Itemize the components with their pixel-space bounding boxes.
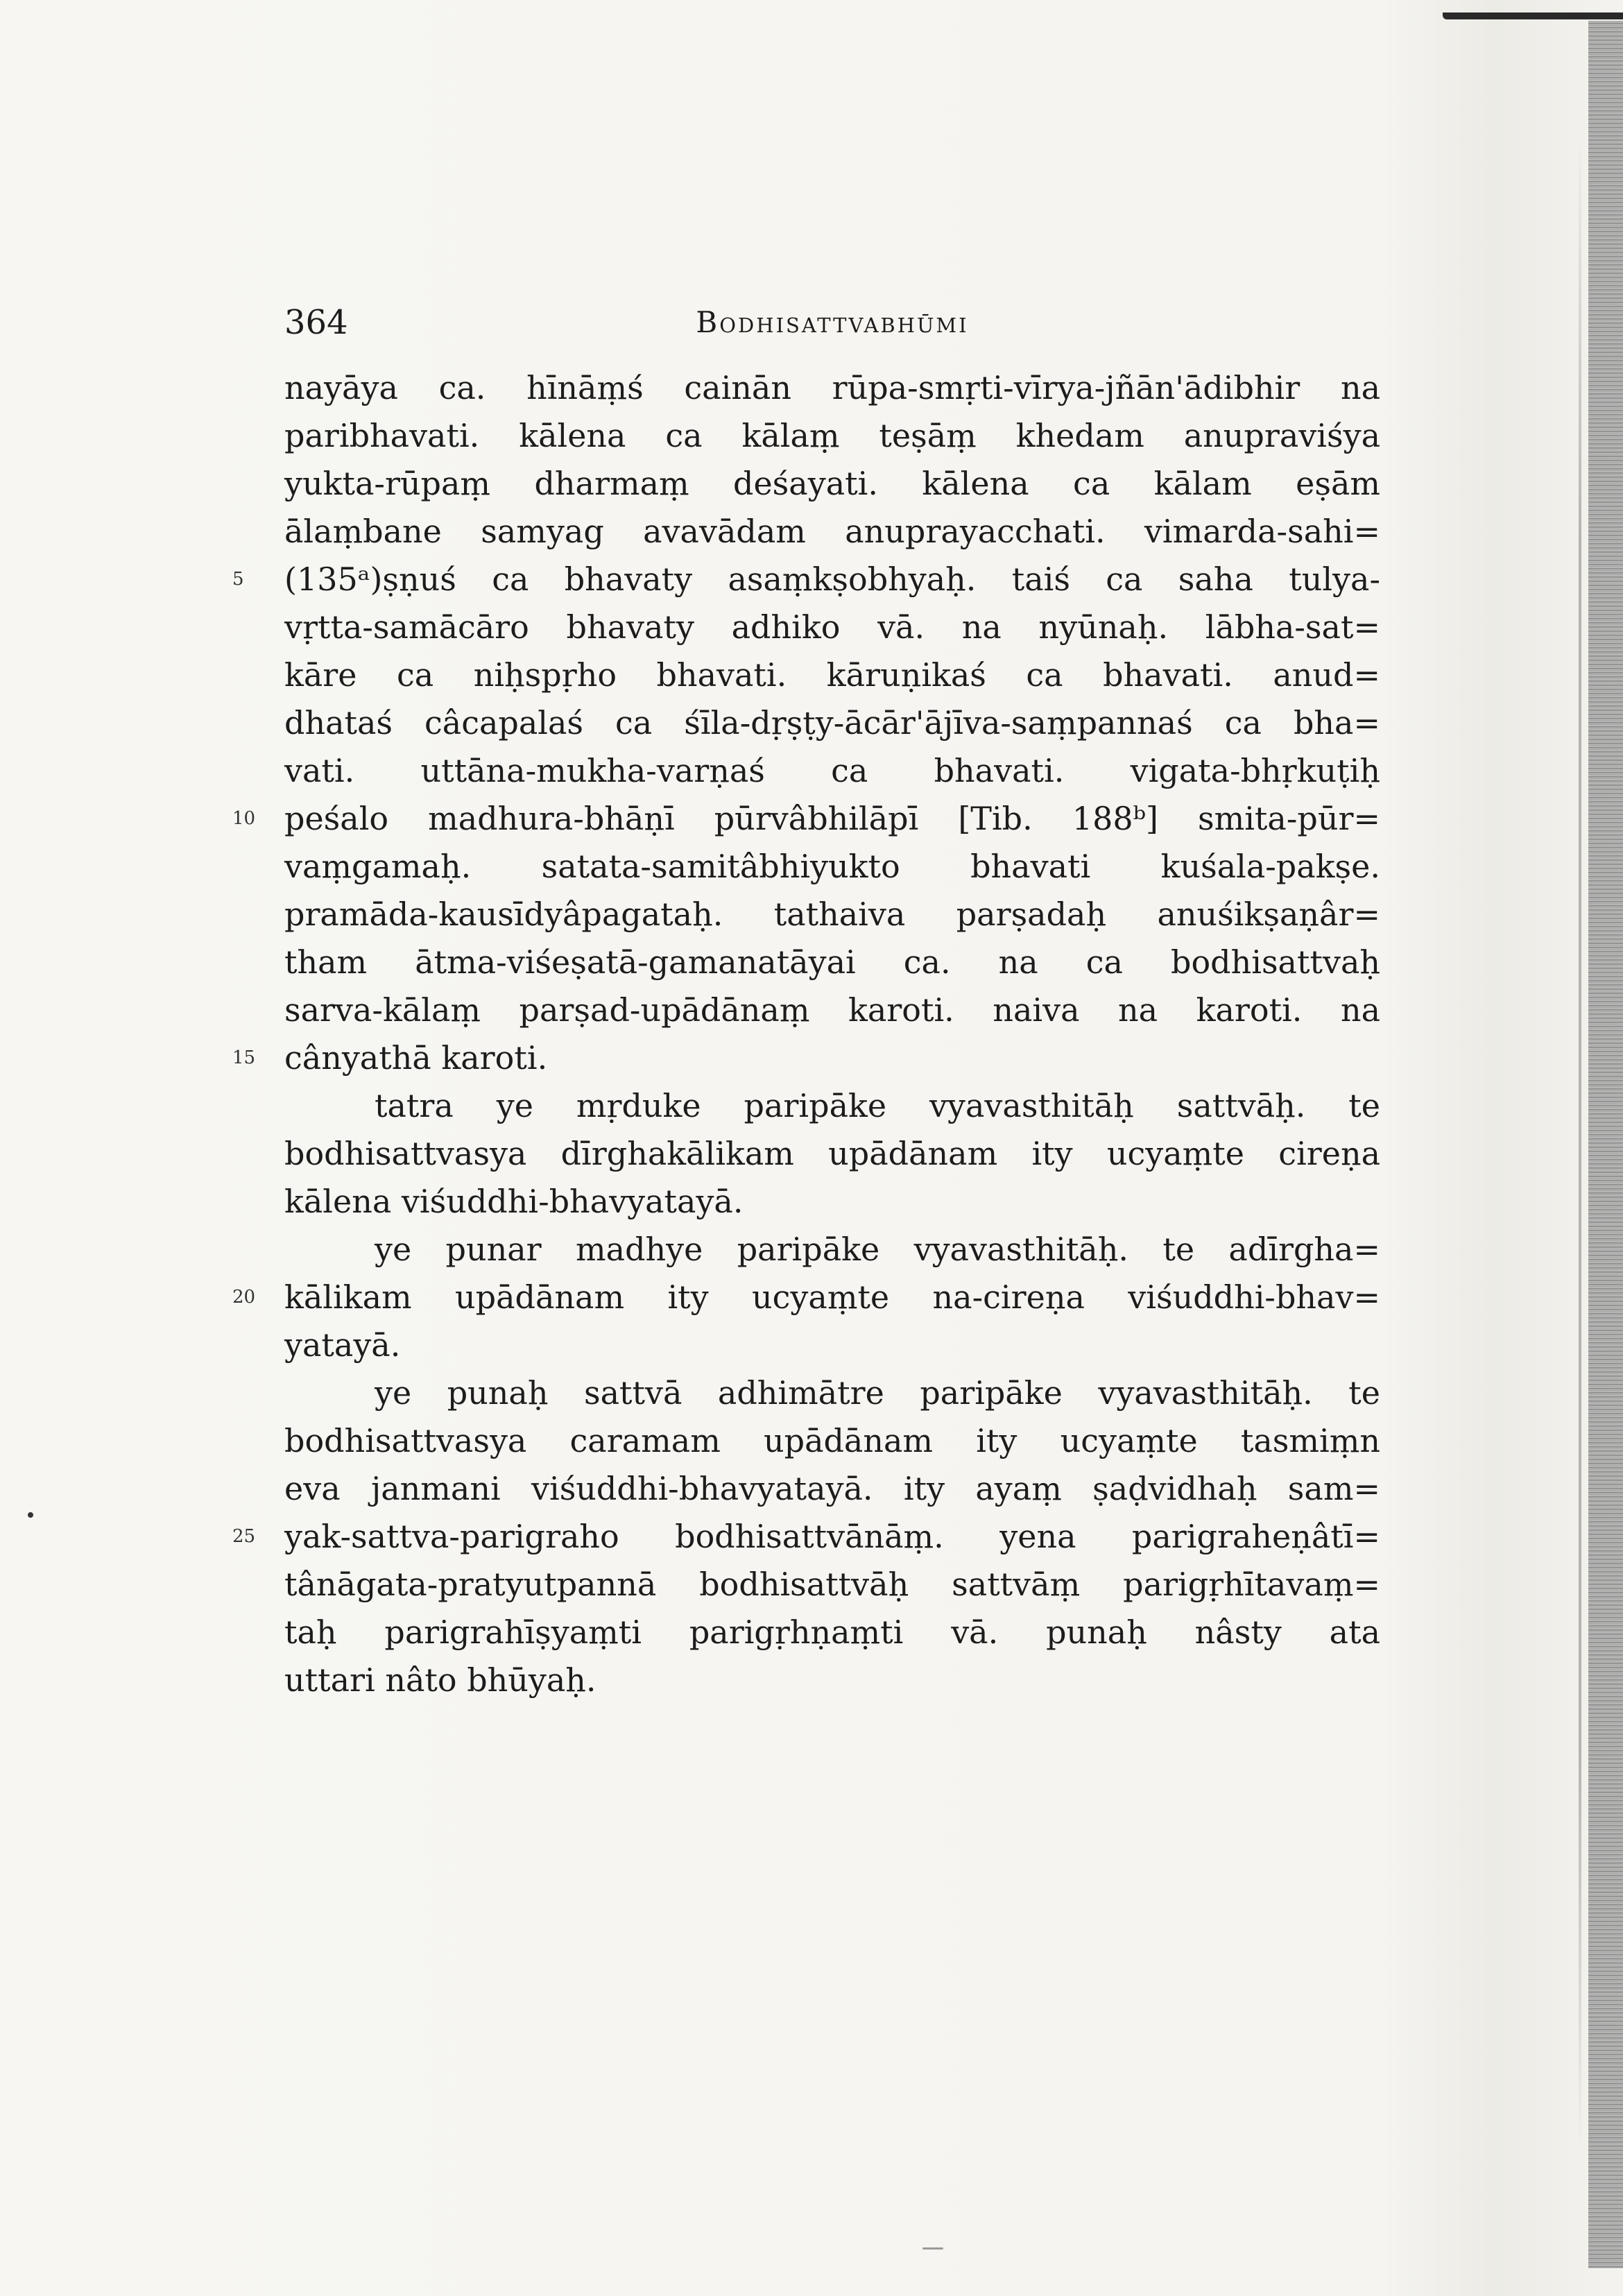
scan-speck [922,2247,943,2250]
line-number-15: 15 [232,1047,256,1068]
text-line-10-content: peśalo madhura-bhāṇī pūrvâbhilāpī [Tib. 188ᵇ] smita-pūr= [284,800,1380,837]
scan-speck [28,1512,33,1518]
text-line-23: bodhisattvasya caramam upādānam ity ucyaṃte tasmiṃn [284,1422,1380,1459]
text-line-19: ye punar madhye paripāke vyavasthitāḥ. te adīrgha= [375,1231,1380,1268]
page-header [284,298,1380,347]
binding-shadow-top [1443,12,1623,19]
text-line-6: vṛtta-samācāro bhavaty adhiko vā. na nyūnaḥ. lābha-sat= [284,608,1380,646]
text-line-7: kāre ca niḥspṛho bhavati. kāruṇikaś ca bhavati. anud= [284,656,1380,694]
text-line-25 [232,1513,1380,1561]
page-fold-shadow [1579,139,1581,2150]
text-line-27: taḥ parigrahīṣyaṃti parigṛhṇaṃti vā. punaḥ nâsty ata [284,1613,1380,1651]
line-number-20: 20 [232,1287,256,1308]
text-line-9: vati. uttāna-mukha-varṇaś ca bhavati. vigata-bhṛkuṭiḥ [284,752,1380,789]
text-line-1: nayāya ca. hīnāṃś cainān rūpa-smṛti-vīrya-jñān'ādibhir na [284,369,1380,406]
text-line-11: vaṃgamaḥ. satata-samitâbhiyukto bhavati kuśala-pakṣe. [284,848,1380,885]
text-line-22: ye punaḥ sattvā adhimātre paripāke vyavasthitāḥ. te [375,1374,1380,1412]
text-line-28: uttari nâto bhūyaḥ. [284,1661,596,1699]
text-line-5-content: (135ᵃ)ṣṇuś ca bhavaty asaṃkṣobhyaḥ. taiś ca saha tulya- [284,560,1380,598]
running-title: Bodhisattvabhūmi [696,305,969,339]
text-line-3: yukta-rūpaṃ dharmaṃ deśayati. kālena ca kālam eṣām [284,465,1380,502]
text-line-14: sarva-kālaṃ parṣad-upādānaṃ karoti. naiva na karoti. na [284,991,1380,1029]
line-number-25: 25 [232,1526,256,1547]
line-number-10: 10 [232,808,256,829]
text-line-15 [232,1034,1380,1082]
text-line-24: eva janmani viśuddhi-bhavyatayā. ity ayaṃ ṣaḍvidhaḥ sam= [284,1470,1380,1507]
text-line-25-content: yak-sattva-parigraho bodhisattvānāṃ. yena parigraheṇâtī= [284,1518,1380,1555]
text-line-17: bodhisattvasya dīrghakālikam upādānam ity ucyaṃte cireṇa [284,1135,1380,1172]
text-line-16: tatra ye mṛduke paripāke vyavasthitāḥ sattvāḥ. te [375,1087,1380,1124]
text-line-4: ālaṃbane samyag avavādam anuprayacchati. vimarda-sahi= [284,513,1380,550]
text-line-10 [232,795,1380,843]
book-spine-edge [1588,21,1623,2268]
text-line-13: tham ātma-viśeṣatā-gamanatāyai ca. na ca bodhisattvaḥ [284,943,1380,981]
text-line-15-content: cânyathā karoti. [284,1039,548,1077]
text-line-20-content: kālikam upādānam ity ucyaṃte na-cireṇa viśuddhi-bhav= [284,1278,1380,1316]
body-text [232,364,1380,1704]
text-line-18: kālena viśuddhi-bhavyatayā. [284,1183,744,1220]
page-number: 364 [284,303,348,342]
text-line-20 [232,1274,1380,1321]
line-number-5: 5 [232,569,244,590]
text-line-8: dhataś câcapalaś ca śīla-dṛṣṭy-ācār'ājīva-saṃpannaś ca bha= [284,704,1380,742]
text-line-2: paribhavati. kālena ca kālaṃ teṣāṃ khedam anupraviśya [284,417,1380,454]
text-line-26: tânāgata-pratyutpannā bodhisattvāḥ sattvāṃ parigṛhītavaṃ= [284,1566,1380,1603]
text-line-12: pramāda-kausīdyâpagataḥ. tathaiva parṣadaḥ anuśikṣaṇâr= [284,896,1380,933]
text-line-21: yatayā. [284,1326,401,1364]
text-line-5 [232,556,1380,603]
